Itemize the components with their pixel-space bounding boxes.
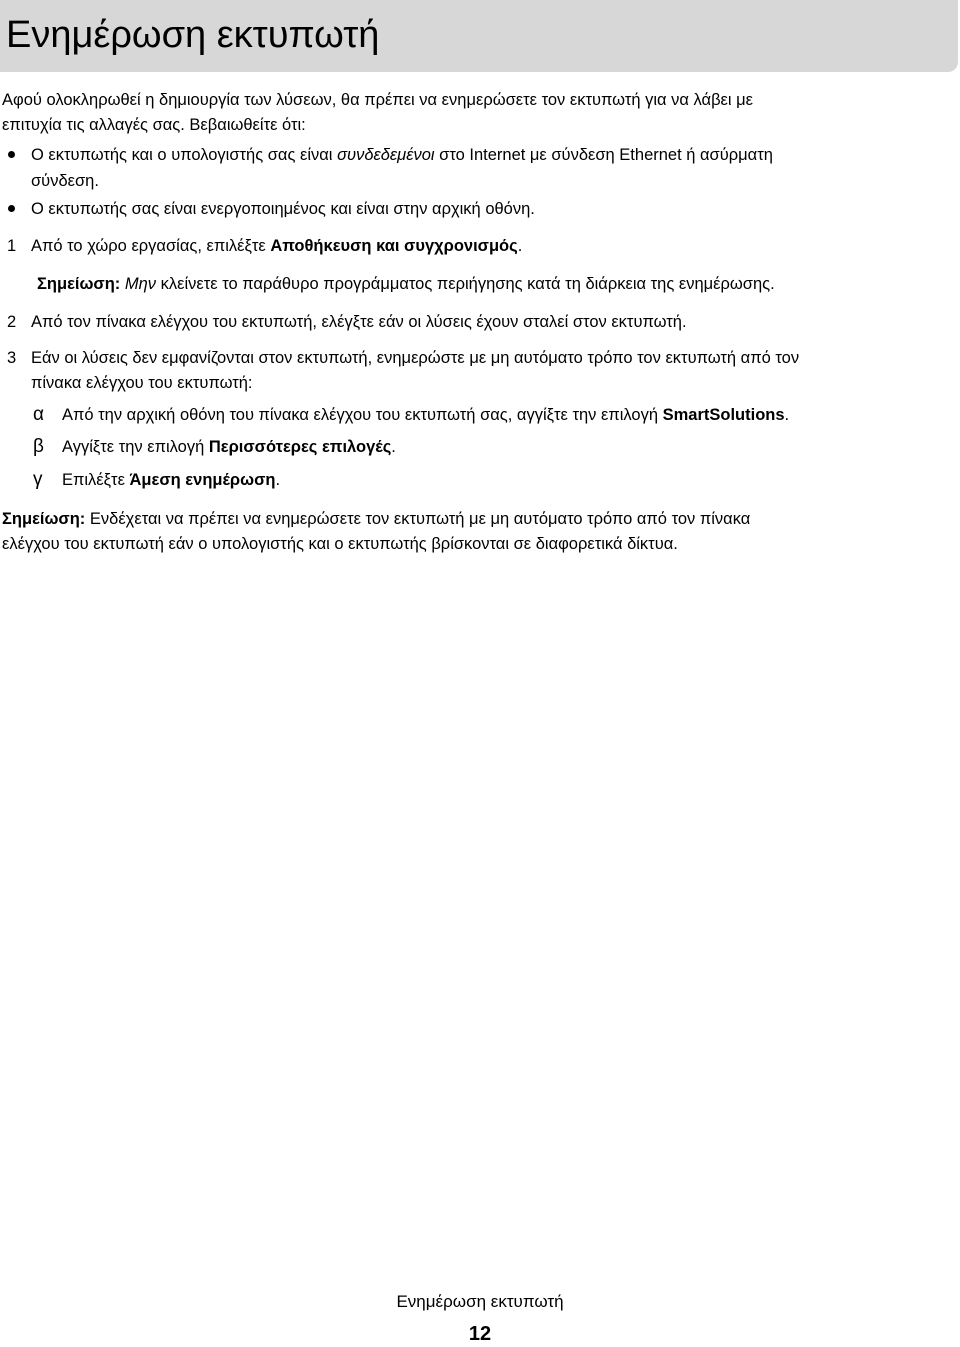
substep-b-letter: β xyxy=(33,436,44,457)
step-1-text: Από το χώρο εργασίας, επιλέξτε Αποθήκευση και συγχρονισμός. xyxy=(31,237,523,255)
step-3-number: 3 xyxy=(7,349,17,367)
substep-a-text: Από την αρχική οθόνη του πίνακα ελέγχου του εκτυπωτή σας, αγγίξτε την επιλογή SmartSolutions. xyxy=(62,406,790,424)
intro-line-1: Αφού ολοκληρωθεί η δημιουργία των λύσεων, θα πρέπει να ενημερώσετε τον εκτυπωτή για να λάβει με xyxy=(2,91,754,109)
final-note-line-1: Σημείωση: Ενδέχεται να πρέπει να ενημερώσετε τον εκτυπωτή με μη αυτόματο τρόπο από τον πίνακα xyxy=(2,510,751,528)
step-1-number: 1 xyxy=(7,237,17,255)
substep-c-letter: γ xyxy=(33,469,43,490)
page-number: 12 xyxy=(468,1323,492,1345)
page-title: Ενημέρωση εκτυπωτή xyxy=(6,14,380,56)
bullet-marker xyxy=(8,151,15,158)
title-bar xyxy=(0,0,958,72)
final-note-line-2: ελέγχου του εκτυπωτή εάν ο υπολογιστής και ο εκτυπωτής βρίσκονται σε διαφορετικά δίκτυα. xyxy=(2,535,678,553)
step-3-line-1: Εάν οι λύσεις δεν εμφανίζονται στον εκτυπωτή, ενημερώστε με μη αυτόματο τρόπο τον εκτυπωτή από τον xyxy=(31,349,800,367)
step-3-line-2: πίνακα ελέγχου του εκτυπωτή: xyxy=(31,374,253,392)
step-1-note: Σημείωση: Μην κλείνετε το παράθυρο προγράμματος περιήγησης κατά τη διάρκεια της ενημέρωσης. xyxy=(37,275,775,293)
substep-b-text: Αγγίξτε την επιλογή Περισσότερες επιλογές. xyxy=(62,438,396,456)
substep-c-text: Επιλέξτε Άμεση ενημέρωση. xyxy=(62,471,281,489)
bullet-1-line-1: Ο εκτυπωτής και ο υπολογιστής σας είναι συνδεδεμένοι στο Internet με σύνδεση Ethernet ή ασύρματη xyxy=(31,146,773,164)
bullet-marker xyxy=(8,205,15,212)
intro-line-2: επιτυχία τις αλλαγές σας. Βεβαιωθείτε ότι: xyxy=(2,116,306,134)
substep-a-letter: α xyxy=(33,404,44,425)
bullet-1-line-2: σύνδεση. xyxy=(31,172,99,190)
footer-section-title: Ενημέρωση εκτυπωτή xyxy=(396,1292,564,1311)
bullet-2-line-1: Ο εκτυπωτής σας είναι ενεργοποιημένος και είναι στην αρχική οθόνη. xyxy=(31,200,535,218)
step-2-text: Από τον πίνακα ελέγχου του εκτυπωτή, ελέγξτε εάν οι λύσεις έχουν σταλεί στον εκτυπωτή. xyxy=(31,313,687,331)
step-2-number: 2 xyxy=(7,313,17,331)
